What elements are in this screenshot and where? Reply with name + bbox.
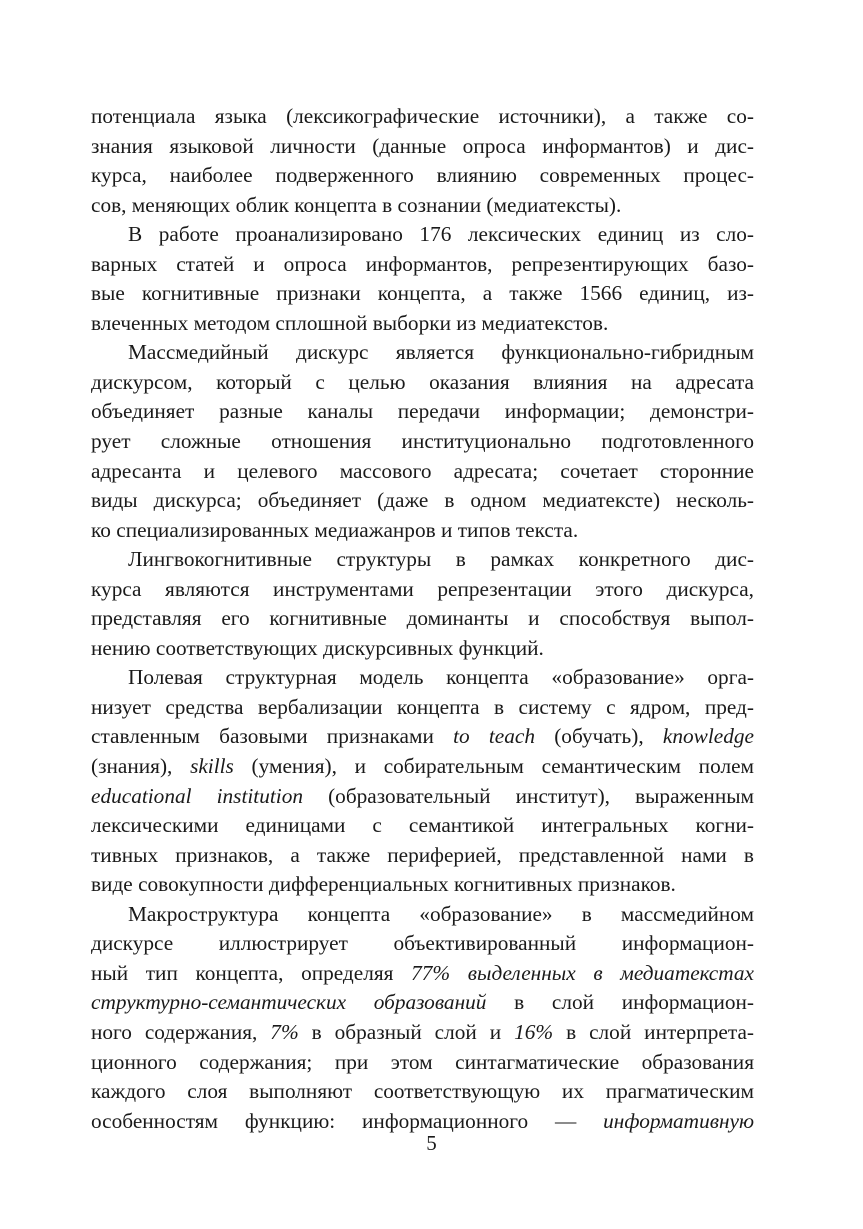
italic-term: 7%: [270, 1019, 299, 1044]
text-line: [91, 752, 754, 782]
text-line: нению соответствующих дискурсивных функций.: [91, 635, 544, 660]
text-run: (умения), и собирательным семантическим полем: [233, 754, 754, 779]
text-run: (знания),: [91, 754, 191, 779]
text-run: (обучать),: [535, 724, 663, 749]
italic-term: информативную: [603, 1108, 754, 1133]
italic-term: 77% выделенных в медиатекстах: [411, 960, 754, 985]
text-line: низует средства вербализации концепта в систему с ядром, пред-: [91, 694, 754, 719]
text-line: виды дискурса; объединяет (даже в одном медиатексте) несколь-: [91, 488, 754, 513]
text-line: Лингвокогнитивные структуры в рамках конкретного дис-: [128, 547, 754, 572]
text-run: в образный слой и: [298, 1019, 515, 1044]
paragraph: [91, 663, 754, 899]
text-run: ставленным базовыми признаками: [91, 724, 454, 749]
text-line: влеченных методом сплошной выборки из медиатекстов.: [91, 310, 609, 335]
text-line: вые когнитивные признаки концепта, а также 1566 единиц, из-: [91, 281, 754, 306]
text-line: [91, 1018, 754, 1048]
text-run: (образовательный институт), выраженным: [303, 783, 754, 808]
text-run: ного содержания,: [91, 1019, 271, 1044]
text-line: рует сложные отношения институционально подготовленного: [91, 429, 754, 454]
paragraph: [91, 338, 754, 545]
text-line: Полевая структурная модель концепта «образование» орга-: [128, 665, 754, 690]
paragraph: [91, 900, 754, 1136]
text-line: виде совокупности дифференциальных когнитивных признаков.: [91, 872, 676, 897]
italic-term: 16%: [514, 1019, 554, 1044]
text-line: варных статей и опроса информантов, репрезентирующих базо-: [91, 251, 754, 276]
text-line: Макроструктура концепта «образование» в массмедийном: [128, 901, 754, 926]
text-line: дискурсом, который с целью оказания влияния на адресата: [91, 369, 754, 394]
text-line: [91, 959, 754, 989]
text-line: [91, 988, 754, 1018]
text-line: адресанта и целевого массового адресата; сочетает сторонние: [91, 458, 754, 483]
text-line: лексическими единицами с семантикой интегральных когни-: [91, 813, 754, 838]
text-run: в слой информацион-: [486, 990, 754, 1015]
text-line: Массмедийный дискурс является функционально-гибридным: [128, 340, 754, 365]
text-line: В работе проанализировано 176 лексических единиц из сло-: [128, 222, 754, 247]
text-line: ционного содержания; при этом синтагматические образования: [91, 1049, 754, 1074]
italic-term: skills: [190, 754, 234, 779]
text-line: потенциала языка (лексикографические источники), а также со-: [91, 104, 754, 128]
italic-term: структурно-семантических образований: [91, 990, 487, 1015]
paragraph: [91, 102, 754, 220]
text-line: [91, 722, 754, 752]
text-line: тивных признаков, а также периферией, представленной нами в: [91, 842, 754, 867]
italic-term: educational institution: [91, 783, 304, 808]
text-line: ко специализированных медиажанров и типов текста.: [91, 517, 579, 542]
text-line: знания языковой личности (данные опроса информантов) и дис-: [91, 133, 754, 158]
text-line: каждого слоя выполняют соответствующую их прагматическим: [91, 1079, 754, 1104]
page-number: 5: [426, 1131, 437, 1155]
paragraph: [91, 220, 754, 338]
paragraph: [91, 545, 754, 663]
text-run: ный тип концепта, определяя: [91, 960, 412, 985]
text-line: представляя его когнитивные доминанты и способствуя выпол-: [91, 606, 754, 631]
text-line: сов, меняющих облик концепта в сознании (медиатексты).: [91, 192, 622, 217]
text-run: в слой интерпрета-: [553, 1019, 754, 1044]
text-line: дискурсе иллюстрирует объективированный информацион-: [91, 931, 754, 956]
body-text: [91, 102, 754, 1136]
text-line: объединяет разные каналы передачи информации; демонстри-: [91, 399, 754, 424]
italic-term: knowledge: [662, 724, 754, 749]
italic-term: to teach: [453, 724, 535, 749]
text-line: курса, наиболее подверженного влиянию современных процес-: [91, 163, 754, 188]
text-run: особенностям функцию: информационного —: [91, 1108, 604, 1133]
text-line: [91, 782, 754, 812]
text-line: курса являются инструментами репрезентации этого дискурса,: [91, 576, 754, 601]
